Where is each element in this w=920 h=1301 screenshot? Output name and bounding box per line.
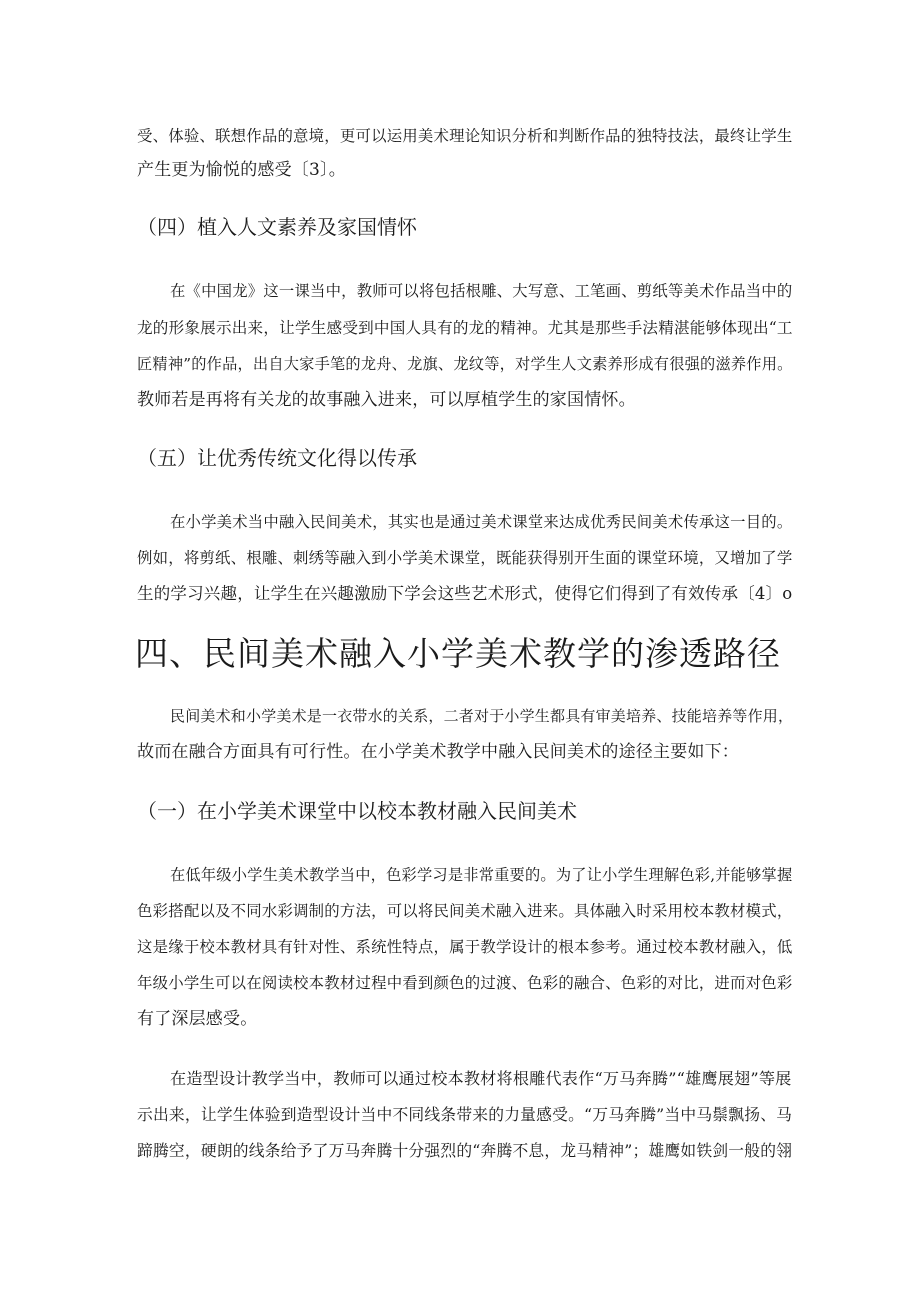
section-heading: （五）让优秀传统文化得以传承 <box>137 446 417 470</box>
paragraph-line: 在《中国龙》这一课当中，教师可以将包括根雕、大写意、工笔画、剪纸等美术作品当中的 <box>170 282 793 300</box>
paragraph-line: 受、体验、联想作品的意境，更可以运用美术理论知识分析和判断作品的独特技法，最终让学生 <box>137 127 793 145</box>
paragraph-line: 在低年级小学生美术教学当中，色彩学习是非常重要的。为了让小学生理解色彩,并能够掌握 <box>170 866 793 884</box>
paragraph-line: 这是缘于校本教材具有针对性、系统性特点，属于教学设计的根本参考。通过校本教材融入，低 <box>137 938 793 956</box>
paragraph-line: 在造型设计教学当中，教师可以通过校本教材将根雕代表作“万马奔腾”“雄鹰展翅”等展 <box>170 1069 792 1088</box>
paragraph-line: 年级小学生可以在阅读校本教材过程中看到颜色的过渡、色彩的融合、色彩的对比，进而对色彩 <box>137 974 793 992</box>
paragraph-line: 例如，将剪纸、根雕、刺绣等融入到小学美术课堂，既能获得别开生面的课堂环境，又增加了学 <box>137 549 793 567</box>
section-heading: （一）在小学美术课堂中以校本教材融入民间美术 <box>137 799 577 823</box>
paragraph-line: 色彩搭配以及不同水彩调制的方法，可以将民间美术融入进来。具体融入时采用校本教材模式， <box>137 902 793 920</box>
paragraph-line: 产生更为愉悦的感受〔3〕。 <box>137 160 346 180</box>
section-heading: （四）植入人文素养及家国情怀 <box>137 215 417 239</box>
chapter-title: 四、民间美术融入小学美术教学的渗透路径 <box>135 634 781 673</box>
paragraph-line: 匠精神”的作品，出自大家手笔的龙舟、龙旗、龙纹等，对学生人文素养形成有很强的滋养作用。 <box>137 355 793 373</box>
paragraph-line: 有了深层感受。 <box>137 1009 258 1029</box>
paragraph-line: 蹄腾空，硬朗的线条给予了万马奔腾十分强烈的“奔腾不息，龙马精神”；雄鹰如铁剑一般的翎 <box>137 1141 793 1160</box>
paragraph-line: 在小学美术当中融入民间美术，其实也是通过美术课堂来达成优秀民间美术传承这一目的。 <box>170 513 793 531</box>
paragraph-line: 民间美术和小学美术是一衣带水的关系，二者对于小学生都具有审美培养、技能培养等作用， <box>170 707 794 725</box>
paragraph-line: 教师若是再将有关龙的故事融入进来，可以厚植学生的家国情怀。 <box>137 390 636 410</box>
paragraph-line: 生的学习兴趣，让学生在兴趣激励下学会这些艺术形式，使得它们得到了有效传承〔4〕o <box>137 584 793 603</box>
paragraph-line: 示出来，让学生体验到造型设计当中不同线条带来的力量感受。“万马奔腾”当中马鬃飘扬、马 <box>137 1105 793 1124</box>
paragraph-line: 龙的形象展示出来，让学生感受到中国人具有的龙的精神。尤其是那些手法精湛能够体现出“工 <box>137 319 793 337</box>
paragraph-line: 故而在融合方面具有可行性。在小学美术教学中融入民间美术的途径主要如下： <box>137 742 739 762</box>
